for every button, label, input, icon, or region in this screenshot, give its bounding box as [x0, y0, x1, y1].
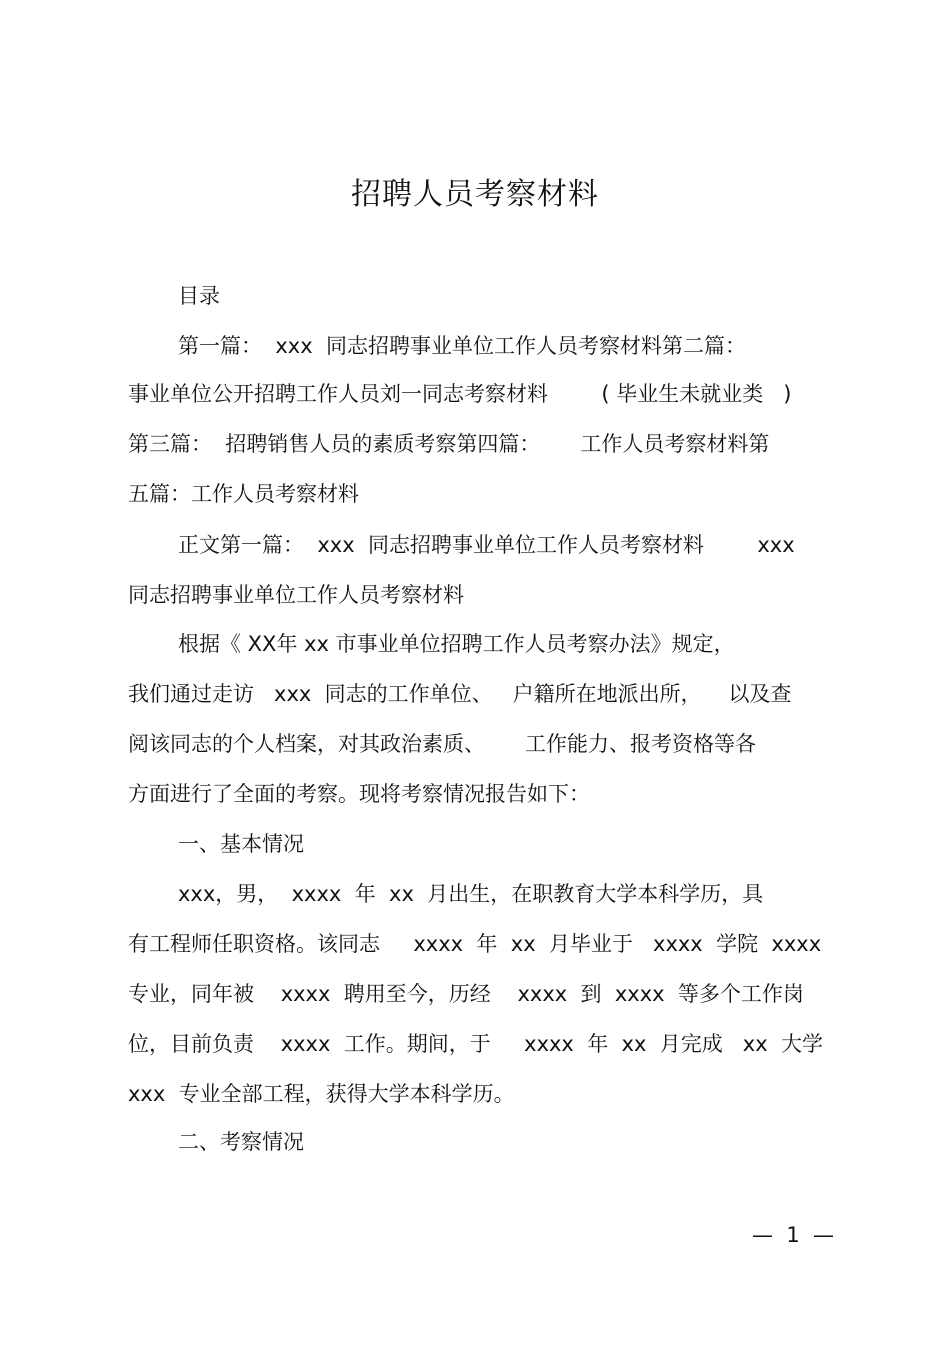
text-line: 第三篇： 招聘销售人员的素质考察第四篇： 工作人员考察材料第: [128, 432, 770, 456]
text-line: 阅该同志的个人档案，对其政治素质、 工作能力、报考资格等各: [128, 732, 757, 756]
text-line: 同志招聘事业单位工作人员考察材料: [128, 583, 464, 607]
text-line: xxx，男， xxxx 年 xx 月出生，在职教育大学本科学历，具: [178, 882, 764, 906]
text-line: 有工程师任职资格。该同志 xxxx 年 xx 月毕业于 xxxx 学院 xxxx: [128, 932, 822, 956]
text-line: 根据《 XX年 xx 市事业单位招聘工作人员考察办法》规定，: [178, 632, 735, 656]
text-line: 正文第一篇： xxx 同志招聘事业单位工作人员考察材料 xxx: [178, 533, 795, 557]
text-line: 五篇：工作人员考察材料: [128, 482, 359, 506]
page-number: — 1 —: [752, 1223, 835, 1247]
text-line: 事业单位公开招聘工作人员刘一同志考察材料 ( 毕业生未就业类 ): [128, 382, 792, 406]
section-heading: 一、基本情况: [178, 832, 304, 856]
text-line: 专业，同年被 xxxx 聘用至今，历经 xxxx 到 xxxx 等多个工作岗: [128, 982, 804, 1006]
text-line: 位，目前负责 xxxx 工作。期间，于 xxxx 年 xx 月完成 xx 大学: [128, 1032, 823, 1056]
toc-heading: 目录: [178, 284, 220, 308]
text-line: xxx 专业全部工程，获得大学本科学历。: [128, 1082, 515, 1106]
text-line: 我们通过走访 xxx 同志的工作单位、 户籍所在地派出所， 以及查: [128, 682, 792, 706]
document-title: 招聘人员考察材料: [351, 177, 599, 212]
text-line: 第一篇： xxx 同志招聘事业单位工作人员考察材料第二篇：: [178, 334, 746, 358]
text-line: 方面进行了全面的考察。现将考察情况报告如下：: [128, 782, 590, 806]
section-heading: 二、考察情况: [178, 1130, 304, 1154]
